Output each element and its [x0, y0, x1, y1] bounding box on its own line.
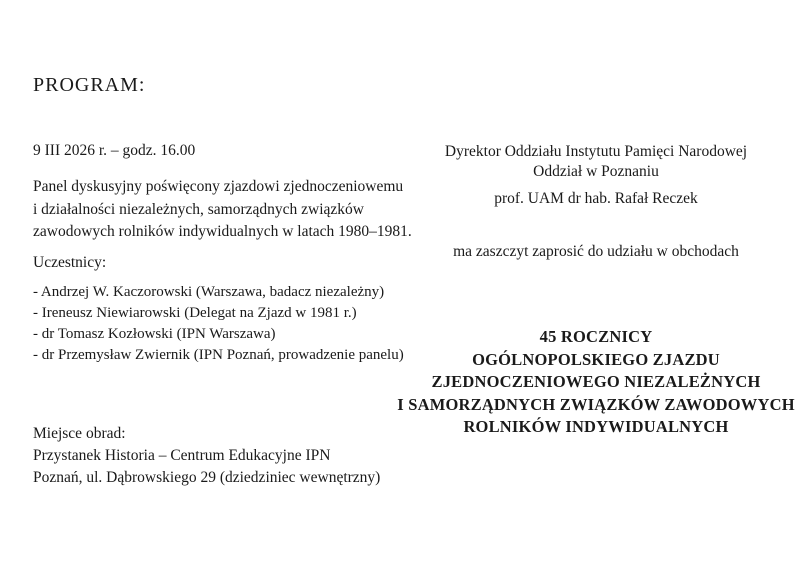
host-name: prof. UAM dr hab. Rafał Reczek — [494, 190, 698, 207]
participant-item: - Andrzej W. Kaczorowski (Warszawa, badacz niezależny) — [33, 284, 385, 300]
panel-description-line: zawodowych rolników indywidualnych w latach 1980–1981. — [33, 223, 412, 240]
right-column — [397, 0, 795, 566]
participant-item: - dr Przemysław Zwiernik (IPN Poznań, prowadzenie panelu) — [33, 347, 404, 363]
event-title-line: ROLNIKÓW INDYWIDUALNYCH — [463, 417, 729, 436]
venue-block — [33, 423, 423, 489]
program-heading: PROGRAM: — [33, 74, 146, 96]
event-title-line: 45 ROCZNICY — [539, 327, 653, 346]
event-title-line: OGÓLNOPOLSKIEGO ZJAZDU — [472, 349, 720, 369]
participant-item: - Ireneusz Niewiarowski (Delegat na Zjazd w 1981 r.) — [33, 305, 357, 321]
participants-list — [33, 282, 423, 366]
venue-label: Miejsce obrad: — [33, 425, 126, 442]
participant-item: - dr Tomasz Kozłowski (IPN Warszawa) — [33, 326, 276, 342]
event-datetime: 9 III 2026 r. – godz. 16.00 — [33, 142, 196, 159]
panel-description-line: Panel dyskusyjny poświęcony zjazdowi zjednoczeniowemu — [33, 178, 404, 195]
host-title-line: Oddział w Poznaniu — [533, 163, 659, 180]
host-title — [400, 142, 792, 182]
event-title-line: ZJEDNOCZENIOWEGO NIEZALEŻNYCH — [431, 372, 761, 391]
participants-label: Uczestnicy: — [33, 254, 107, 271]
venue-line: Poznań, ul. Dąbrowskiego 29 (dziedziniec wewnętrzny) — [33, 469, 381, 486]
panel-description-line: i działalności niezależnych, samorządnych związków — [33, 200, 364, 218]
host-title-line: Dyrektor Oddziału Instytutu Pamięci Narodowej — [444, 143, 748, 160]
invitation-text: ma zaszczyt zaprosić do udziału w obchodach — [453, 243, 739, 260]
event-title — [396, 326, 796, 439]
panel-description — [33, 176, 413, 244]
venue-line: Przystanek Historia – Centrum Edukacyjne IPN — [33, 447, 331, 464]
event-title-line: I SAMORZĄDNYCH ZWIĄZKÓW ZAWODOWYCH — [397, 394, 795, 414]
